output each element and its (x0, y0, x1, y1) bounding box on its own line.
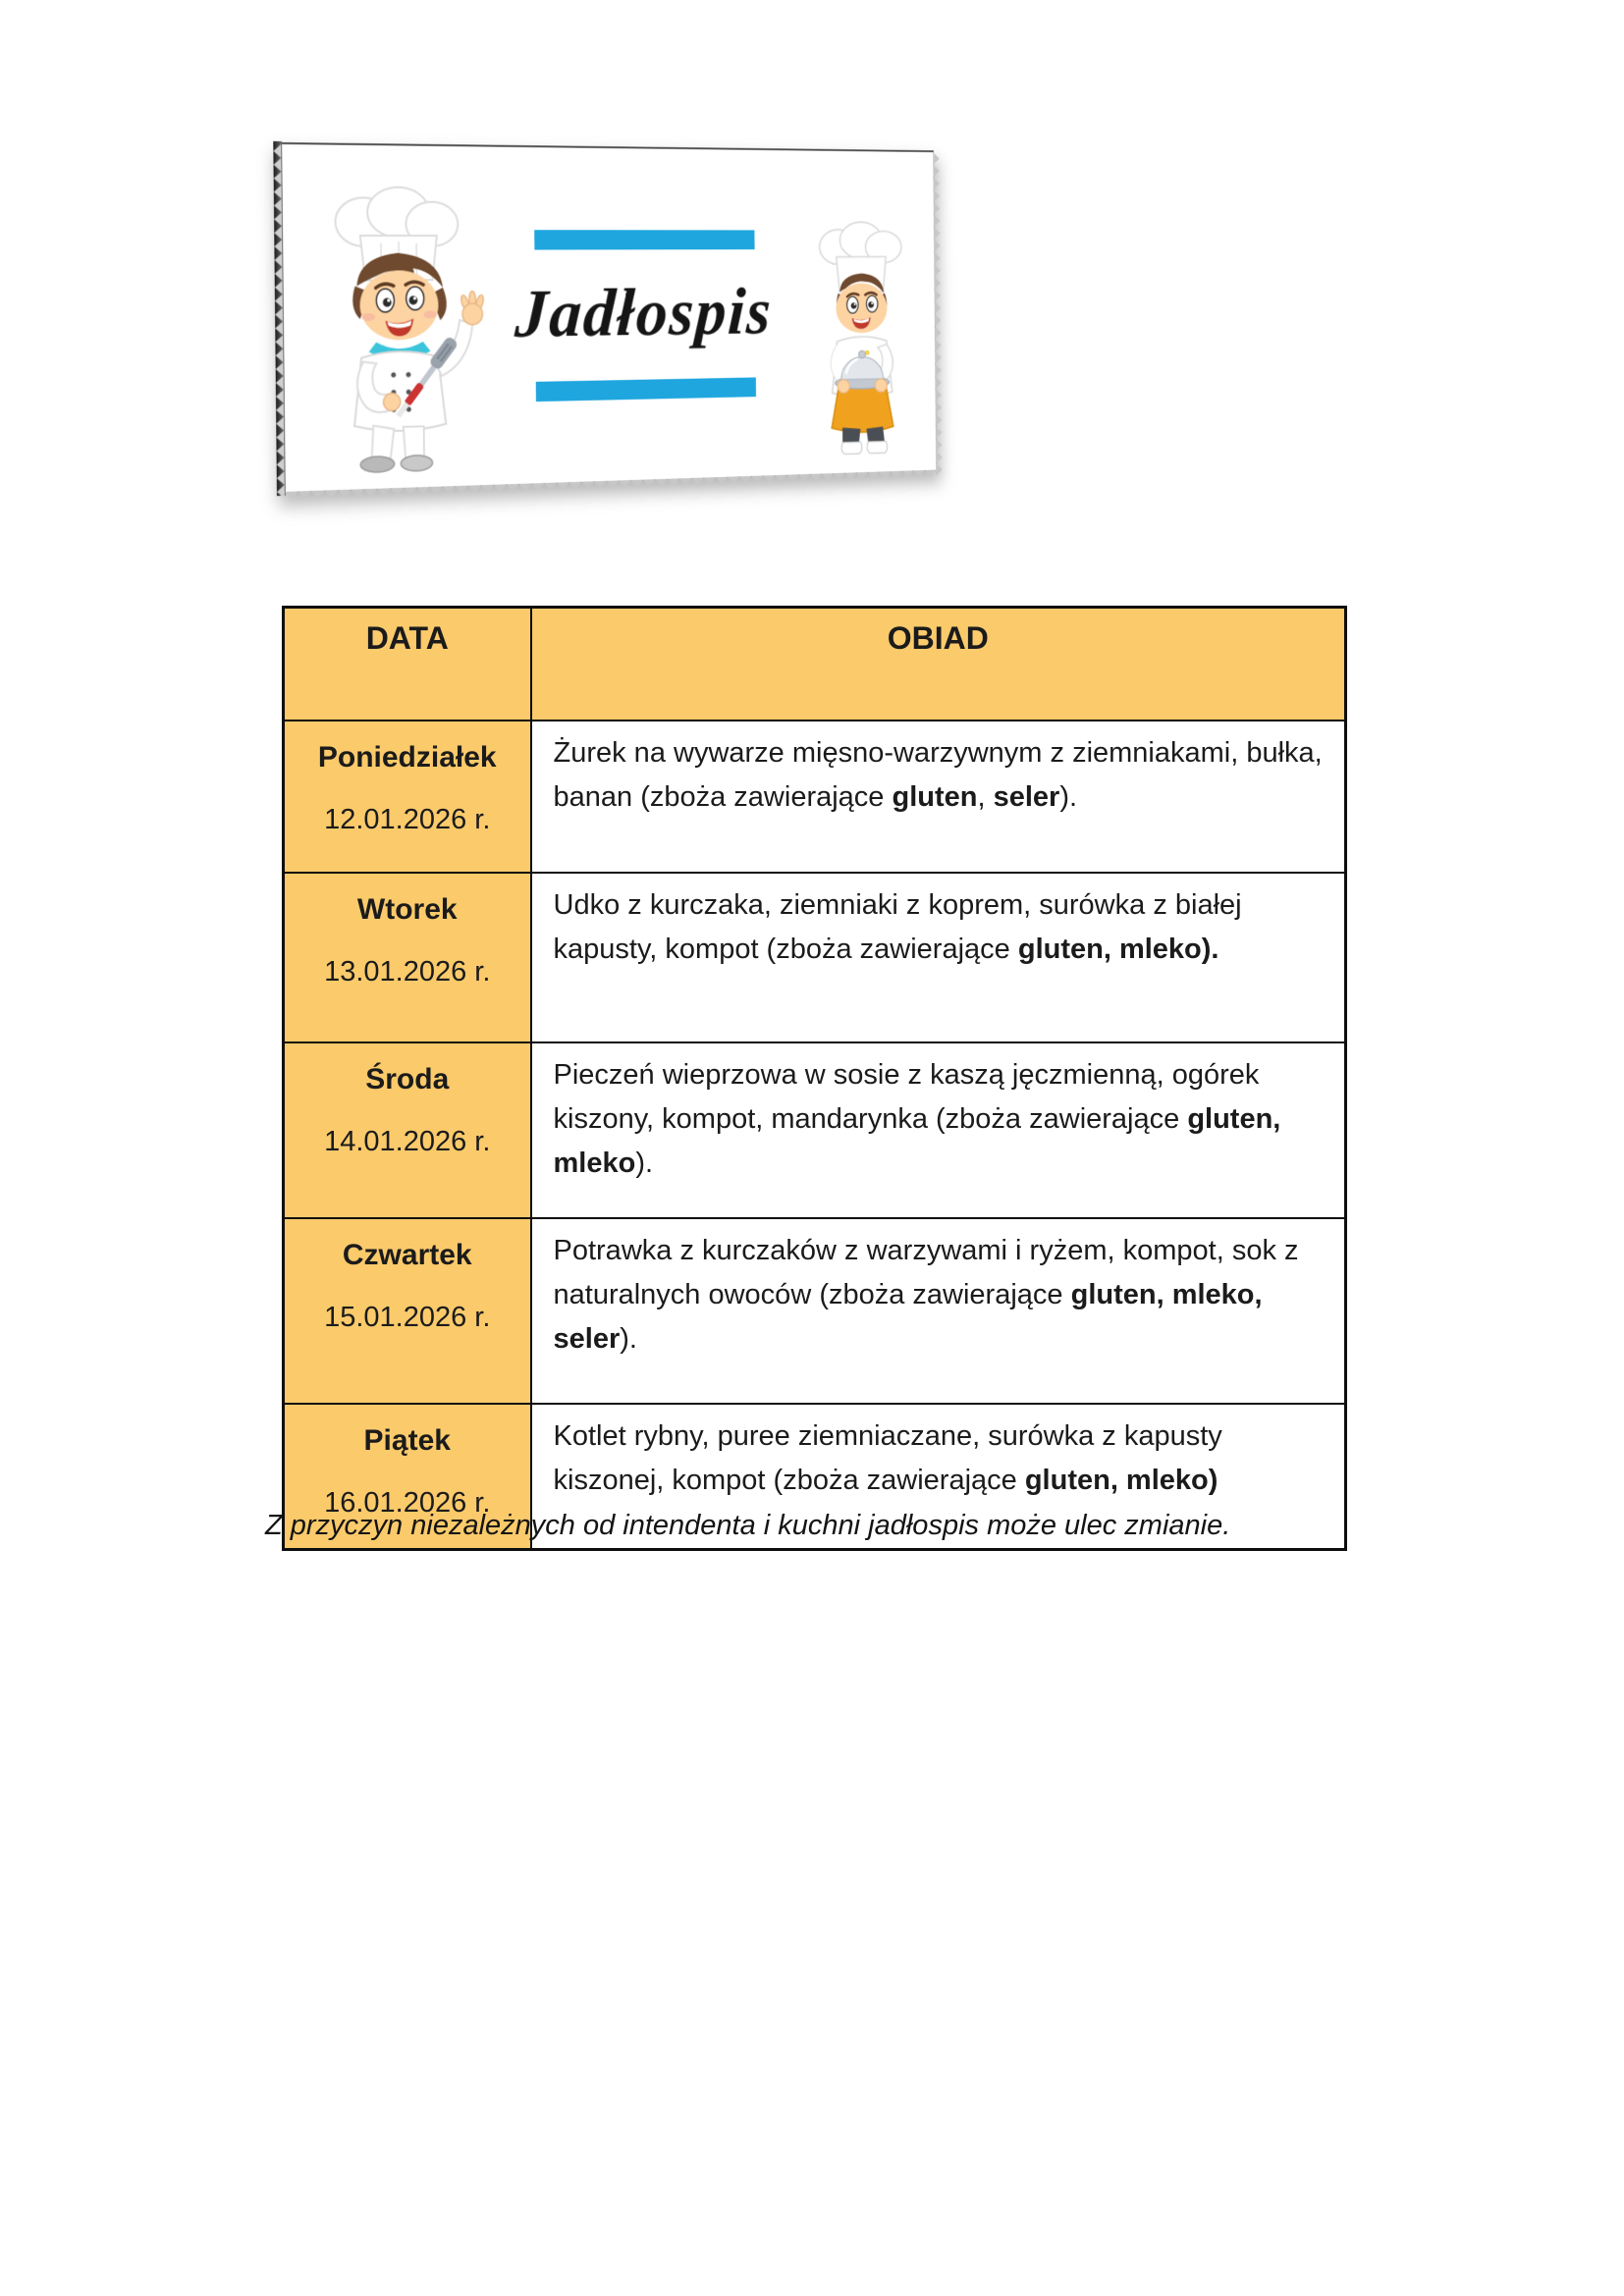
zigzag-edge-right (933, 152, 943, 469)
day-cell (284, 1218, 531, 1404)
day-cell (284, 721, 531, 873)
menu-header-card (280, 142, 937, 493)
day-date: 13.01.2026 r. (324, 956, 491, 988)
meal-cell: Żurek na wywarze mięsno-warzywnym z ziemniakami, bułka, banan (zboża zawierające gluten, seler). (531, 721, 1346, 873)
meal-cell: Udko z kurczaka, ziemniaki z koprem, surówka z białej kapusty, kompot (zboża zawierające gluten, mleko). (531, 873, 1346, 1042)
day-name: Wtorek (356, 893, 458, 926)
day-cell (284, 1042, 531, 1218)
day-name: Piątek (363, 1424, 451, 1457)
accent-bar-top (534, 230, 754, 249)
day-name: Czwartek (342, 1239, 472, 1271)
header-cell-data: DATA (284, 608, 531, 721)
table-row (284, 1218, 1346, 1404)
table-row (284, 873, 1346, 1042)
footer-note: Z przyczyn niezależnych od intendenta i kuchni jadłospis może ulec zmianie. (265, 1510, 1231, 1541)
table-row (284, 721, 1346, 873)
meal-cell: Kotlet rybny, puree ziemniaczane, surówka z kapusty kiszonej, kompot (zboża zawierające gluten, mleko) (531, 1404, 1346, 1550)
day-date: 16.01.2026 r. (324, 1487, 491, 1519)
day-name: Środa (365, 1063, 450, 1095)
meal-cell: Pieczeń wieprzowa w sosie z kaszą jęczmienną, ogórek kiszony, kompot, mandarynka (zboża zawierające gluten, mleko). (531, 1042, 1346, 1218)
menu-title: Jadłospis (514, 273, 775, 351)
menu-header (282, 142, 1028, 493)
menu-table (282, 606, 1347, 1551)
day-name: Poniedziałek (317, 741, 497, 774)
day-cell (284, 873, 531, 1042)
day-date: 12.01.2026 r. (324, 804, 491, 835)
table-header-row (284, 608, 1346, 721)
day-date: 14.01.2026 r. (324, 1126, 491, 1157)
table-row (284, 1042, 1346, 1218)
title-block (487, 147, 798, 485)
day-date: 15.01.2026 r. (324, 1302, 491, 1333)
meal-cell: Potrawka z kurczaków z warzywami i ryżem, kompot, sok z naturalnych owoców (zboża zawierające gluten, mleko, seler). (531, 1218, 1346, 1404)
accent-bar-bottom (535, 377, 755, 401)
chef-left-illustration (300, 168, 491, 491)
chef-right-illustration (796, 207, 926, 465)
header-cell-obiad: OBIAD (531, 608, 1346, 721)
